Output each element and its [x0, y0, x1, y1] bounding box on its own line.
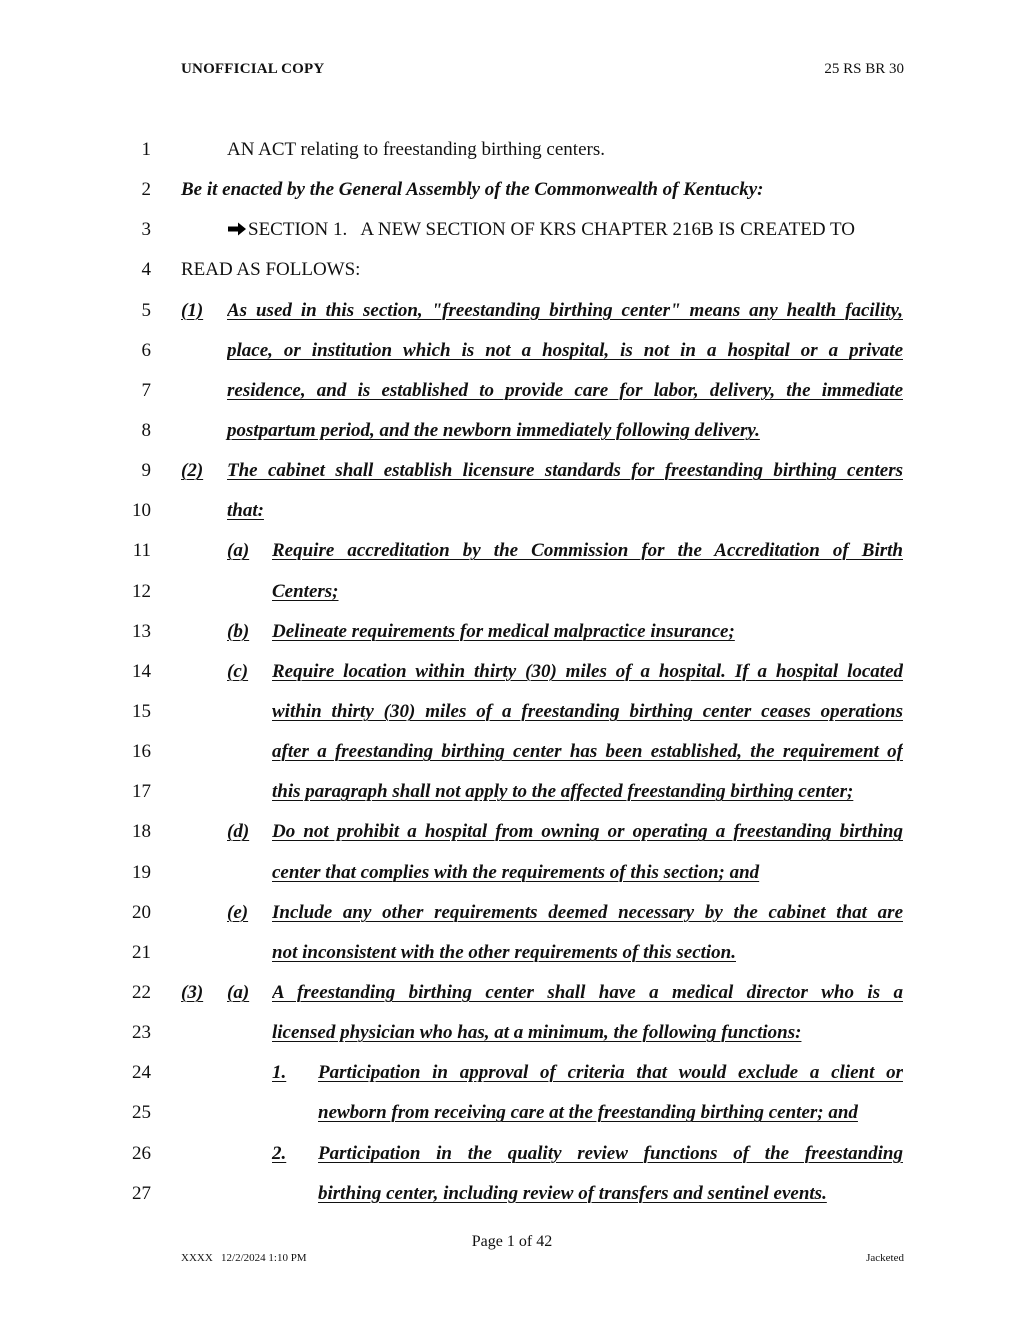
line-number: 11	[132, 540, 151, 562]
text-line	[0, 612, 1024, 652]
line-number: 17	[132, 781, 151, 803]
subparagraph-text: Participation in the quality review functions of the freestanding	[318, 1142, 903, 1164]
text-line	[0, 1093, 1024, 1133]
line-number: 9	[141, 460, 151, 482]
line-number: 18	[132, 821, 151, 843]
line-number: 8	[141, 419, 151, 441]
definition-text: residence, and is established to provide care for labor, delivery, the immediate	[227, 379, 903, 401]
paragraph-marker: (d)	[227, 821, 250, 843]
header-unofficial-copy: UNOFFICIAL COPY	[181, 61, 325, 77]
text-line	[0, 732, 1024, 772]
line-number: 24	[132, 1062, 151, 1084]
subsection-text: The cabinet shall establish licensure standards for freestanding birthing centers	[227, 460, 903, 482]
subparagraph-marker: 2.	[272, 1142, 287, 1164]
right-arrow-icon	[227, 222, 247, 236]
text-line	[0, 572, 1024, 612]
line-number: 21	[132, 941, 151, 963]
paragraph-text: this paragraph shall not apply to the affected freestanding birthing center;	[272, 781, 854, 803]
text-line	[0, 491, 1024, 531]
line-number: 26	[132, 1142, 151, 1164]
footer-timestamp: XXXX 12/2/2024 1:10 PM	[181, 1252, 307, 1264]
paragraph-text: A freestanding birthing center shall have a medical director who is a	[272, 981, 903, 1003]
text-line	[0, 371, 1024, 411]
subparagraph-text: Participation in approval of criteria that would exclude a client or	[318, 1062, 903, 1084]
line-number: 13	[132, 620, 151, 642]
text-line	[0, 933, 1024, 973]
definition-text: As used in this section, "freestanding birthing center" means any health facility,	[227, 299, 903, 321]
text-line	[0, 130, 1024, 170]
text-line	[0, 893, 1024, 933]
paragraph-text: Centers;	[272, 580, 339, 602]
line-number: 25	[132, 1102, 151, 1124]
text-line	[0, 812, 1024, 852]
line-number: 19	[132, 861, 151, 883]
line-number: 22	[132, 981, 151, 1003]
text-line	[0, 531, 1024, 571]
text-line	[0, 652, 1024, 692]
text-line	[0, 451, 1024, 491]
text-line	[0, 1134, 1024, 1174]
line-number: 4	[141, 259, 151, 281]
line-number: 15	[132, 700, 151, 722]
text-line	[0, 1174, 1024, 1214]
subsection-marker: (3)	[181, 981, 204, 1003]
subparagraph-text: newborn from receiving care at the freestanding birthing center; and	[318, 1102, 858, 1124]
page-number: Page 1 of 42	[471, 1233, 553, 1250]
line-number: 12	[132, 580, 151, 602]
text-line	[0, 1053, 1024, 1093]
subparagraph-marker: 1.	[272, 1062, 287, 1084]
paragraph-text: center that complies with the requirements of this section; and	[272, 861, 760, 883]
paragraph-marker: (c)	[227, 660, 249, 682]
subsection-marker: (2)	[181, 460, 204, 482]
subsection-marker: (1)	[181, 299, 204, 321]
document-body	[0, 130, 1024, 1214]
line-number: 2	[141, 179, 151, 201]
paragraph-text: after a freestanding birthing center has been established, the requirement of	[272, 741, 903, 763]
text-line	[0, 973, 1024, 1013]
text-line	[0, 1013, 1024, 1053]
text-line	[0, 210, 1024, 250]
paragraph-text: Do not prohibit a hospital from owning or operating a freestanding birthing	[272, 821, 903, 843]
text-line	[0, 170, 1024, 210]
line-number: 14	[132, 660, 151, 682]
paragraph-marker: (a)	[227, 981, 250, 1003]
line-number: 5	[141, 299, 151, 321]
paragraph-marker: (e)	[227, 901, 249, 923]
paragraph-marker: (a)	[227, 540, 250, 562]
text-line	[0, 853, 1024, 893]
line-number: 10	[132, 500, 151, 522]
section-heading: SECTION 1. A NEW SECTION OF KRS CHAPTER 216B IS CREATED TO	[248, 219, 856, 241]
line-number: 20	[132, 901, 151, 923]
line-number: 6	[141, 339, 151, 361]
text-line	[0, 692, 1024, 732]
subparagraph-text: birthing center, including review of transfers and sentinel events.	[318, 1182, 827, 1204]
paragraph-text: licensed physician who has, at a minimum, the following functions:	[272, 1022, 802, 1044]
section-heading-line	[227, 210, 855, 250]
header-bill-number: 25 RS BR 30	[824, 61, 904, 77]
subsection-text: that:	[227, 500, 264, 522]
text-line	[0, 331, 1024, 371]
line-number: 16	[132, 741, 151, 763]
paragraph-text: not inconsistent with the other requirements of this section.	[272, 941, 736, 963]
footer-status: Jacketed	[866, 1252, 904, 1264]
line-number: 7	[141, 379, 151, 401]
text-line	[0, 411, 1024, 451]
line-number: 1	[141, 139, 151, 160]
text-line	[0, 250, 1024, 290]
line-number: 23	[132, 1022, 151, 1044]
section-heading-cont: READ AS FOLLOWS:	[181, 259, 361, 281]
line-number: 27	[132, 1182, 151, 1204]
act-title: AN ACT relating to freestanding birthing centers.	[227, 139, 605, 160]
paragraph-text: Delineate requirements for medical malpractice insurance;	[272, 620, 735, 642]
definition-text: place, or institution which is not a hospital, is not in a hospital or a private	[227, 339, 903, 361]
enacting-clause: Be it enacted by the General Assembly of the Commonwealth of Kentucky:	[181, 179, 764, 201]
definition-text: postpartum period, and the newborn immediately following delivery.	[227, 419, 760, 441]
paragraph-text: Require accreditation by the Commission for the Accreditation of Birth	[272, 540, 903, 562]
paragraph-text: within thirty (30) miles of a freestanding birthing center ceases operations	[272, 700, 903, 722]
paragraph-marker: (b)	[227, 620, 250, 642]
paragraph-text: Include any other requirements deemed necessary by the cabinet that are	[272, 901, 903, 923]
line-number: 3	[141, 219, 151, 241]
text-line	[0, 291, 1024, 331]
paragraph-text: Require location within thirty (30) miles of a hospital. If a hospital located	[272, 660, 903, 682]
text-line	[0, 772, 1024, 812]
